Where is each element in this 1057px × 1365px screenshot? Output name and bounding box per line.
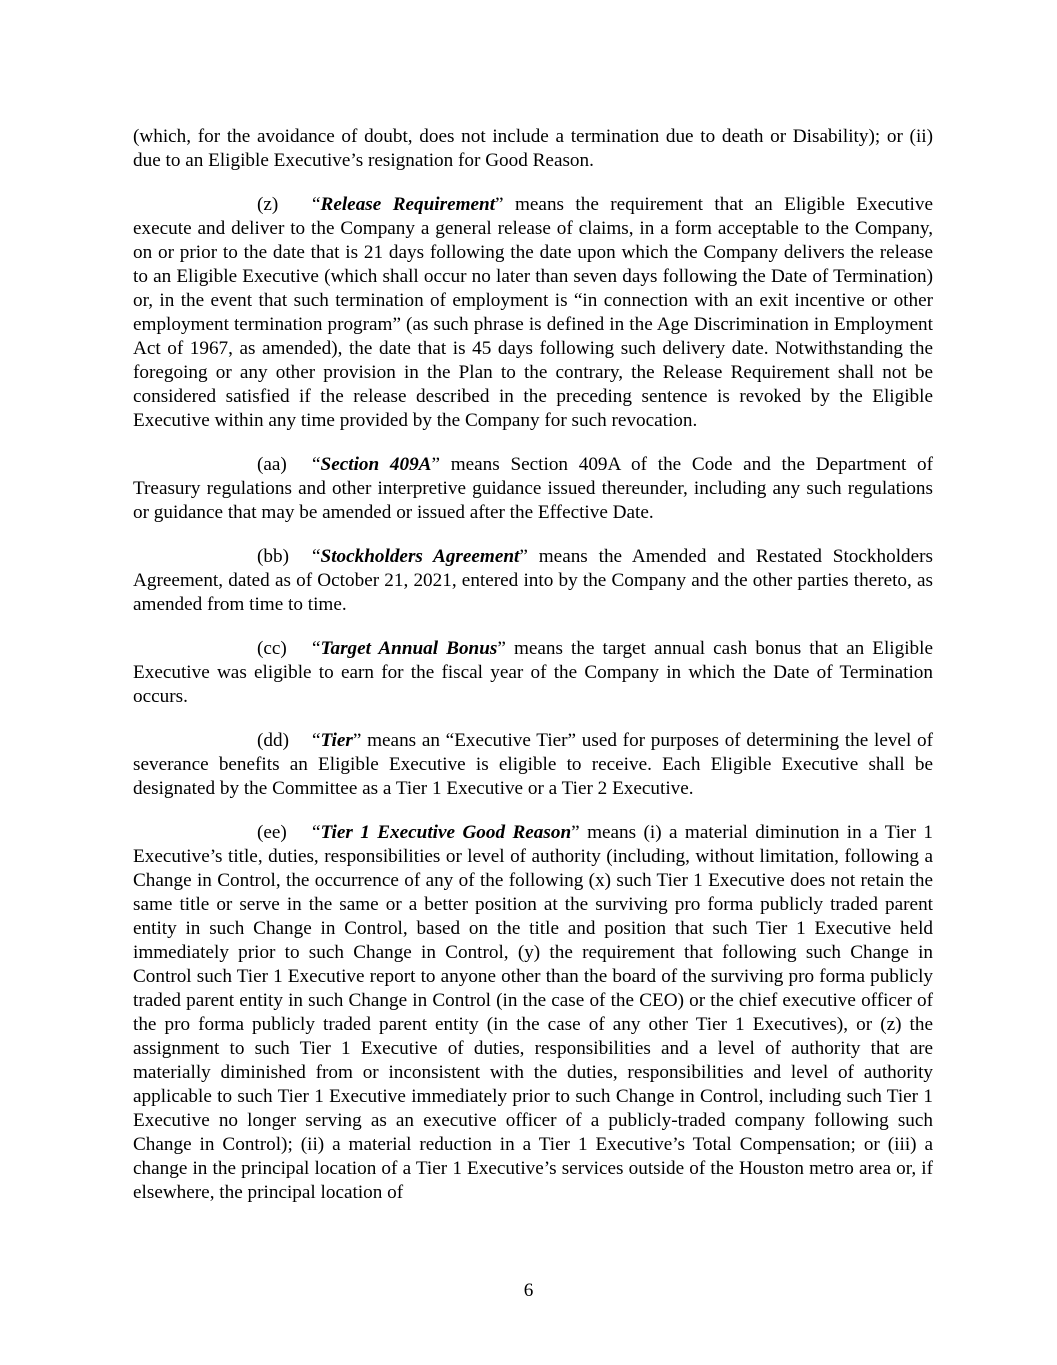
definition-label: (dd)	[257, 730, 289, 751]
defined-term: Release Requirement	[320, 194, 496, 215]
definition-tier-1-executive-good-reason	[133, 821, 933, 1205]
open-quote: “	[312, 454, 321, 475]
defined-term: Tier 1 Executive Good Reason	[320, 822, 572, 843]
close-quote: ”	[495, 194, 504, 215]
definition-text: means the Amended and Restated Stockholders Agreement, dated as of October 21, 2021, entered into by the Company and the other parties thereto, as amended from time to time.	[133, 546, 933, 615]
open-quote: “	[312, 822, 321, 843]
definition-text: means the target annual cash bonus that an Eligible Executive was eligible to earn for the fiscal year of the Company in which the Date of Termination occurs.	[133, 638, 933, 707]
definition-label: (cc)	[257, 638, 287, 659]
definition-label: (ee)	[257, 822, 287, 843]
defined-term: Tier	[320, 730, 353, 751]
close-quote: ”	[571, 822, 580, 843]
close-quote: ”	[519, 546, 528, 567]
definition-target-annual-bonus	[133, 637, 933, 709]
definition-section-409a	[133, 453, 933, 525]
definition-label: (z)	[257, 194, 279, 215]
definition-text: means (i) a material diminution in a Tier 1 Executive’s title, duties, responsibilities or level of authority (including, without limitation, following a Change in Control, the occurrence of any of the following (x) such Tier 1 Executive does not retain the same title or serve in the same or a better position at the surviving pro forma publicly traded parent entity in such Change in Control, based on the title and position that such Tier 1 Executive held immediately prior to such Change in Control, (y) the requirement that following such Change in Control such Tier 1 Executive report to anyone other than the board of the surviving pro forma publicly traded parent entity in such Change in Control (in the case of the CEO) or the chief executive officer of the pro forma publicly traded parent entity (in the case of any other Tier 1 Executives), or (z) the assignment to such Tier 1 Executive of duties, responsibilities and a level of authority that are materially diminished from or inconsistent with the duties, responsibilities and level of authority applicable to such Tier 1 Executive immediately prior to such Change in Control, including such Tier 1 Executive no longer serving as an executive officer of a publicly-traded company following such Change in Control); (ii) a material reduction in a Tier 1 Executive’s Total Compensation; or (iii) a change in the principal location of a Tier 1 Executive’s services outside of the Houston metro area or, if elsewhere, the principal location of	[133, 822, 933, 1203]
open-quote: “	[312, 194, 321, 215]
page-number: 6	[523, 1280, 534, 1301]
open-quote: “	[312, 546, 321, 567]
open-quote: “	[312, 730, 321, 751]
close-quote: ”	[431, 454, 440, 475]
defined-term: Stockholders Agreement	[320, 546, 520, 567]
definition-label: (aa)	[257, 454, 287, 475]
defined-term: Section 409A	[320, 454, 432, 475]
definition-stockholders-agreement	[133, 545, 933, 617]
close-quote: ”	[352, 730, 362, 751]
definition-release-requirement	[133, 193, 933, 433]
definition-text: means an “Executive Tier” used for purposes of determining the level of severance benefits an Eligible Executive is eligible to receive. Each Eligible Executive shall be designated by the Committee as a Tier 1 Executive or a Tier 2 Executive.	[133, 730, 933, 799]
definition-label: (bb)	[257, 546, 289, 567]
definition-text: means the requirement that an Eligible Executive execute and deliver to the Company a general release of claims, in a form acceptable to the Company, on or prior to the date that is 21 days following the date upon which the Company delivers the release to an Eligible Executive (which shall occur no later than seven days following the Date of Termination) or, in the event that such termination of employment is “in connection with an exit incentive or other employment termination program” (as such phrase is defined in the Age Discrimination in Employment Act of 1967, as amended), the date that is 45 days following such delivery date. Notwithstanding the foregoing or any other provision in the Plan to the contrary, the Release Requirement shall not be considered satisfied if the release described in the preceding sentence is revoked by the Eligible Executive within any time provided by the Company for such revocation.	[133, 194, 933, 431]
continuation-paragraph: (which, for the avoidance of doubt, does not include a termination due to death or Disability); or (ii) due to an Eligible Executive’s resignation for Good Reason.	[133, 126, 933, 171]
definition-tier	[133, 729, 933, 801]
defined-term: Target Annual Bonus	[320, 638, 498, 659]
document-page	[133, 125, 933, 1225]
open-quote: “	[312, 638, 321, 659]
close-quote: ”	[497, 638, 506, 659]
definition-text: means Section 409A of the Code and the Department of Treasury regulations and other interpretive guidance issued thereunder, including any such regulations or guidance that may be amended or issued after the Effective Date.	[133, 454, 933, 523]
